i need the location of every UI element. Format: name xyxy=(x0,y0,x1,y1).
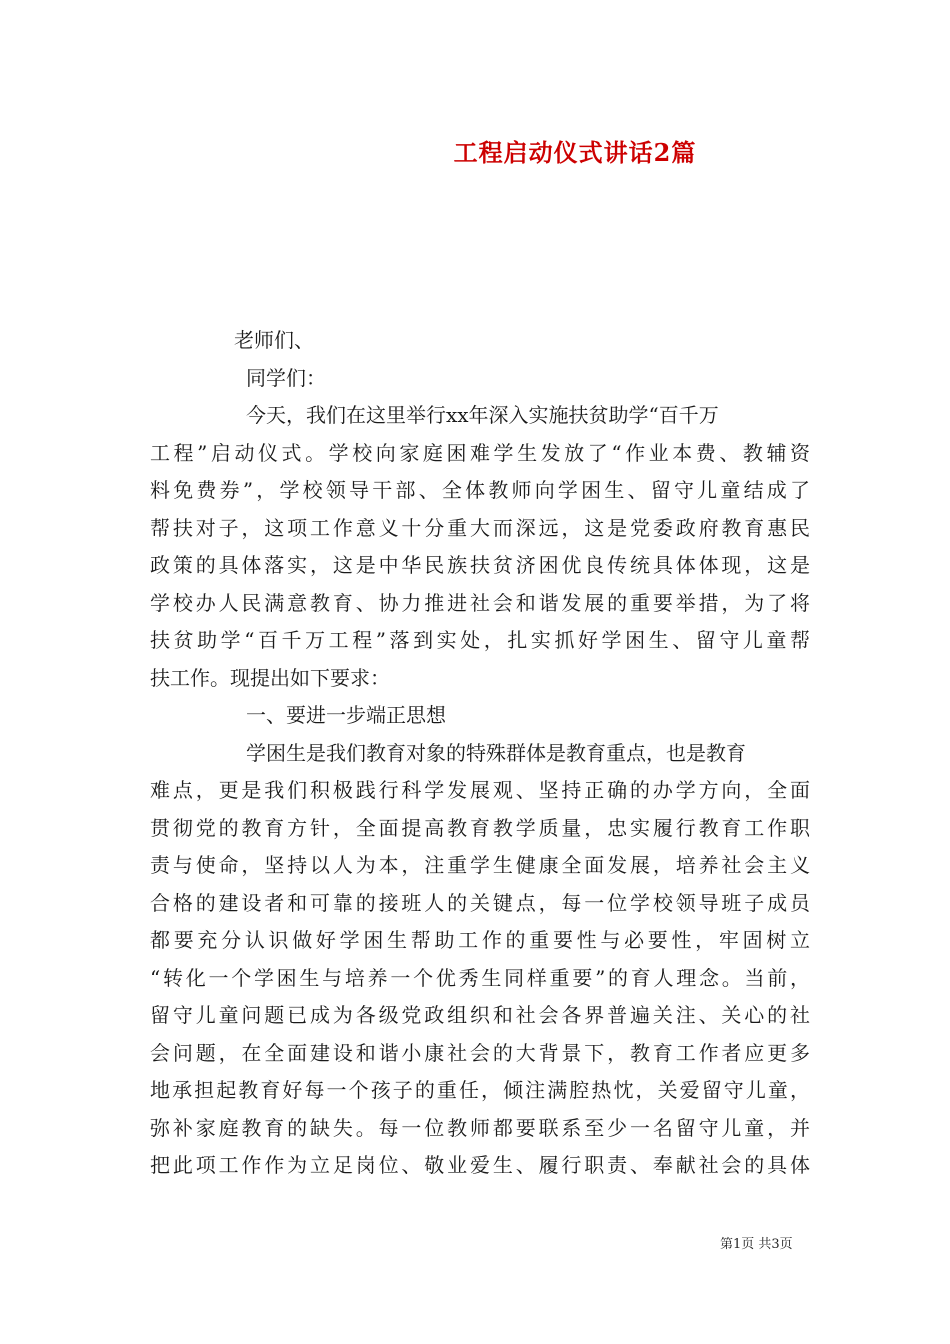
paragraph-line: 扶贫助学“百千万工程”落到实处，扎实抓好学困生、留守儿童帮 xyxy=(150,628,810,652)
paragraph-line: 扶工作。现提出如下要求： xyxy=(150,665,390,690)
paragraph-line: 学困生是我们教育对象的特殊群体是教育重点，也是教育 xyxy=(246,740,746,765)
paragraph-line: 帮扶对子，这项工作意义十分重大而深远，这是党委政府教育惠民 xyxy=(150,515,810,540)
paragraph-line: 贯彻党的教育方针，全面提高教育教学质量，忠实履行教育工作职 xyxy=(150,815,810,840)
salutation-teachers: 老师们、 xyxy=(234,328,314,352)
paragraph-line: 把此项工作作为立足岗位、敬业爱生、履行职责、奉献社会的具体 xyxy=(150,1153,810,1177)
paragraph-line: “转化一个学困生与培养一个优秀生同样重要”的育人理念。当前， xyxy=(150,965,810,990)
paragraph-line: 政策的具体落实，这是中华民族扶贫济困优良传统具体体现，这是 xyxy=(150,553,810,577)
document-body xyxy=(150,322,810,1185)
paragraph-line: 留守儿童问题已成为各级党政组织和社会各界普遍关注、关心的社 xyxy=(150,1003,810,1027)
paragraph-section-1 xyxy=(150,735,810,1185)
paragraph-line: 弥补家庭教育的缺失。每一位教师都要联系至少一名留守儿童，并 xyxy=(150,1115,810,1140)
document-title: 工程启动仪式讲话2篇 xyxy=(453,138,697,167)
paragraph-opening xyxy=(150,397,810,697)
paragraph-line: 地承担起教育好每一个孩子的重任，倾注满腔热忱，关爱留守儿童， xyxy=(150,1078,810,1102)
paragraph-line: 料免费券”，学校领导干部、全体教师向学困生、留守儿童结成了 xyxy=(150,478,810,502)
paragraph-line: 学校办人民满意教育、协力推进社会和谐发展的重要举措，为了将 xyxy=(150,590,810,615)
paragraph-line: 合格的建设者和可靠的接班人的关键点，每一位学校领导班子成员 xyxy=(150,890,810,915)
salutation-students: 同学们： xyxy=(246,365,326,390)
paragraph-line: 今天，我们在这里举行xx年深入实施扶贫助学“百千万 xyxy=(246,403,719,427)
paragraph-line: 难点，更是我们积极践行科学发展观、坚持正确的办学方向，全面 xyxy=(150,778,810,802)
page-footer: 第1页 共3页 xyxy=(720,1237,793,1252)
section-heading: 一、要进一步端正思想 xyxy=(246,703,446,727)
paragraph-line: 会问题，在全面建设和谐小康社会的大背景下，教育工作者应更多 xyxy=(150,1040,810,1065)
paragraph-line: 工程”启动仪式。学校向家庭困难学生发放了“作业本费、教辅资 xyxy=(150,440,810,465)
paragraph-line: 都要充分认识做好学困生帮助工作的重要性与必要性，牢固树立 xyxy=(150,928,810,952)
paragraph-line: 责与使命，坚持以人为本，注重学生健康全面发展，培养社会主义 xyxy=(150,853,810,877)
